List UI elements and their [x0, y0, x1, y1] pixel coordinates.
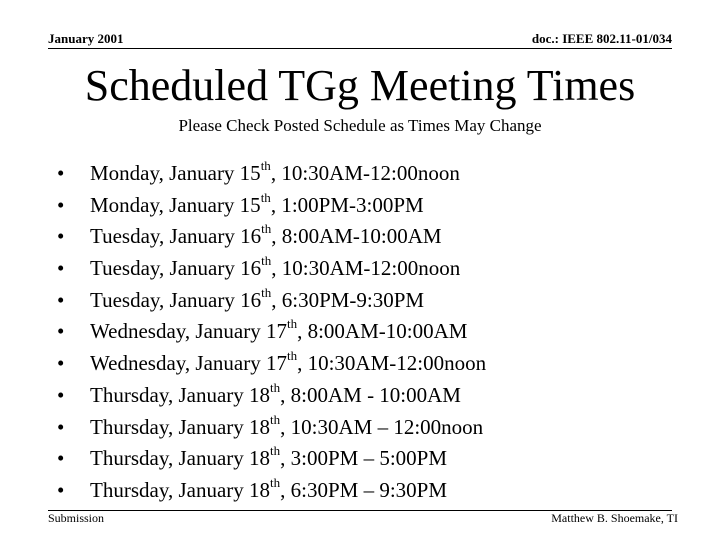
schedule-time: , 3:00PM – 5:00PM [280, 446, 448, 471]
bullet-icon: • [57, 477, 65, 502]
ordinal-suffix: th [286, 348, 298, 364]
schedule-time: , 6:30PM-9:30PM [271, 287, 425, 312]
schedule-day: Wednesday, January 17 [90, 351, 287, 376]
header-doc-id: doc.: IEEE 802.11-01/034 [531, 31, 672, 46]
schedule-time: , 10:30AM-12:00noon [270, 161, 460, 185]
schedule-time: , 8:00AM-10:00AM [271, 224, 442, 249]
schedule-item [48, 475, 668, 507]
header-date: January 2001 [48, 31, 124, 46]
schedule-day: Monday, January 15 [90, 192, 261, 217]
bullet-icon: • [57, 256, 65, 281]
ordinal-suffix: th [261, 221, 272, 237]
slide-title: Scheduled TGg Meeting Times [84, 61, 636, 110]
ordinal-suffix: th [286, 316, 298, 332]
schedule-time: , 10:30AM – 12:00noon [280, 414, 484, 439]
bullet-icon: • [57, 351, 65, 376]
schedule-list [48, 158, 668, 507]
schedule-item [48, 158, 668, 190]
ordinal-suffix: th [270, 379, 281, 395]
ordinal-suffix: th [270, 411, 281, 427]
schedule-time: , 10:30AM-12:00noon [297, 351, 487, 376]
ordinal-suffix: th [260, 189, 271, 205]
schedule-time: , 1:00PM-3:00PM [270, 192, 424, 217]
schedule-time: , 10:30AM-12:00noon [271, 256, 461, 281]
footer-submission: Submission [48, 511, 105, 525]
schedule-day: Tuesday, January 16 [90, 224, 262, 249]
slide-subtitle: Please Check Posted Schedule as Times May Change [178, 116, 542, 135]
header-divider [48, 48, 672, 49]
schedule-day: Thursday, January 18 [90, 446, 271, 471]
bullet-icon: • [57, 224, 65, 249]
schedule-item [48, 285, 668, 317]
schedule-day: Monday, January 15 [90, 161, 261, 185]
ordinal-suffix: th [270, 443, 281, 459]
schedule-item [48, 316, 668, 348]
schedule-day: Thursday, January 18 [90, 414, 271, 439]
ordinal-suffix: th [270, 474, 281, 490]
schedule-item [48, 253, 668, 285]
ordinal-suffix: th [261, 284, 272, 300]
schedule-day: Wednesday, January 17 [90, 319, 287, 344]
schedule-item [48, 443, 668, 475]
schedule-item [48, 348, 668, 380]
schedule-day: Thursday, January 18 [90, 477, 271, 502]
schedule-item [48, 190, 668, 222]
schedule-day: Tuesday, January 16 [90, 256, 262, 281]
schedule-day: Tuesday, January 16 [90, 287, 262, 312]
schedule-time: , 6:30PM – 9:30PM [280, 477, 448, 502]
schedule-item [48, 221, 668, 253]
schedule-day: Thursday, January 18 [90, 382, 271, 407]
footer-author: Matthew B. Shoemake, TI [551, 511, 678, 525]
bullet-icon: • [57, 319, 65, 344]
ordinal-suffix: th [260, 158, 271, 173]
schedule-item [48, 380, 668, 412]
ordinal-suffix: th [261, 253, 272, 269]
bullet-icon: • [57, 382, 65, 407]
bullet-icon: • [57, 287, 65, 312]
schedule-item [48, 412, 668, 444]
bullet-icon: • [57, 192, 65, 217]
bullet-icon: • [57, 446, 65, 471]
bullet-icon: • [57, 414, 65, 439]
bullet-icon: • [57, 161, 65, 185]
schedule-time: , 8:00AM-10:00AM [297, 319, 468, 344]
schedule-time: , 8:00AM - 10:00AM [280, 382, 461, 407]
